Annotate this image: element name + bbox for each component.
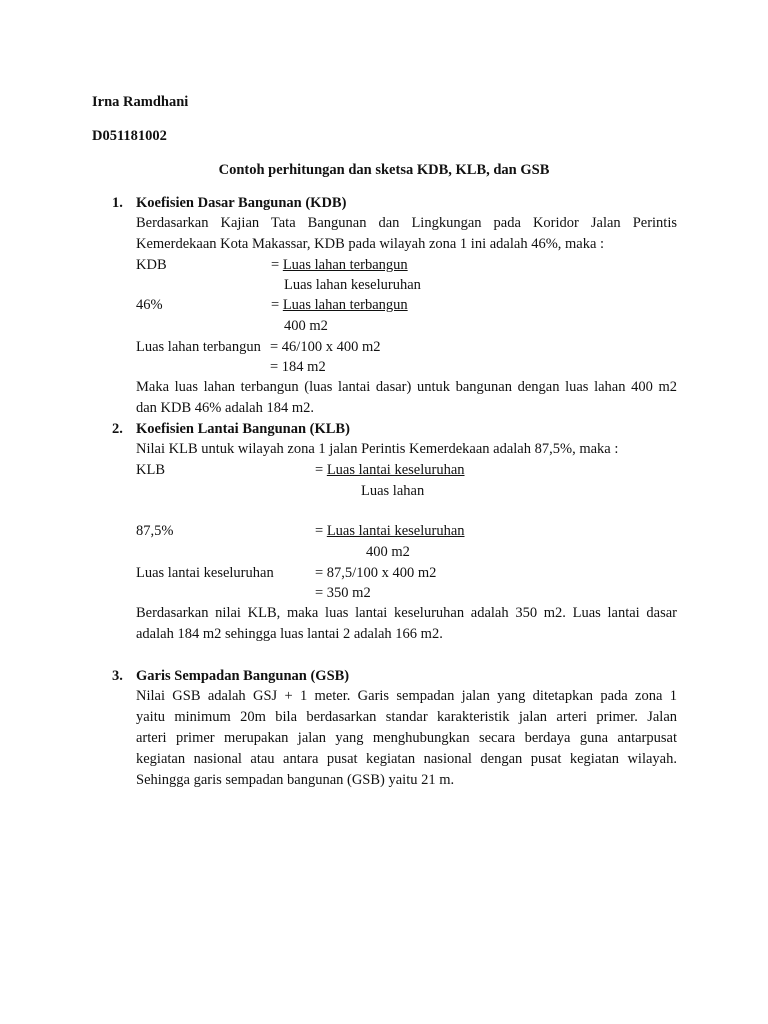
- paragraph-line: Berdasarkan nilai KLB, maka luas lantai keseluruhan adalah 350 m2. Luas lantai dasar: [136, 605, 677, 621]
- equals-sign: =: [271, 297, 283, 313]
- calc-label: KDB: [136, 257, 167, 273]
- calc-result: = 184 m2: [270, 359, 326, 375]
- paragraph-line: arteri primer merupakan jalan yang menghubungkan secara berdaya guna antarpusat: [136, 730, 677, 746]
- paragraph-line: kegiatan nasional atau antara pusat kegiatan nasional dengan pusat kegiatan wilayah.: [136, 751, 677, 767]
- equals-sign: =: [315, 523, 327, 539]
- section-number: 1.: [112, 195, 123, 211]
- fraction-denominator: Luas lahan: [361, 483, 425, 499]
- paragraph-line: adalah 184 m2 sehingga luas lantai 2 adalah 166 m2.: [136, 626, 443, 642]
- document-title: Contoh perhitungan dan sketsa KDB, KLB, dan GSB: [218, 162, 550, 178]
- fraction-numerator: Luas lantai keseluruhan: [326, 523, 465, 539]
- section-number: 3.: [112, 668, 123, 684]
- paragraph-line: Nilai GSB adalah GSJ + 1 meter. Garis sempadan jalan yang ditetapkan pada zona 1: [136, 688, 677, 704]
- calc-label: 87,5%: [136, 523, 174, 539]
- paragraph-line: Berdasarkan Kajian Tata Bangunan dan Lingkungan pada Koridor Jalan Perintis: [136, 215, 677, 231]
- student-id: D051181002: [92, 128, 167, 144]
- calc-equation: [271, 295, 408, 315]
- paragraph-line: Maka luas lahan terbangun (luas lantai dasar) untuk bangunan dengan luas lahan 400 m2: [136, 379, 677, 395]
- calc-label: KLB: [136, 462, 165, 478]
- calc-label: 46%: [136, 297, 163, 313]
- author-name: Irna Ramdhani: [92, 94, 189, 110]
- paragraph-line: Nilai KLB untuk wilayah zona 1 jalan Perintis Kemerdekaan adalah 87,5%, maka :: [136, 441, 619, 457]
- calc-equation: [271, 255, 408, 275]
- calc-result: = 350 m2: [315, 585, 371, 601]
- fraction-denominator: Luas lahan keseluruhan: [284, 277, 421, 293]
- paragraph-line: Kemerdekaan Kota Makassar, KDB pada wilayah zona 1 ini adalah 46%, maka :: [136, 236, 605, 252]
- paragraph-line: yaitu minimum 20m bila berdasarkan standar karakteristik jalan arteri primer. Jalan: [136, 709, 677, 725]
- paragraph-line: Sehingga garis sempadan bangunan (GSB) yaitu 21 m.: [136, 772, 455, 788]
- section-heading: Koefisien Lantai Bangunan (KLB): [136, 421, 350, 437]
- equals-sign: =: [271, 257, 283, 273]
- fraction-denominator: 400 m2: [366, 544, 410, 560]
- section-number: 2.: [112, 421, 123, 437]
- fraction-numerator: Luas lantai keseluruhan: [326, 462, 465, 478]
- calc-equation: [315, 460, 465, 480]
- fraction-denominator: 400 m2: [284, 318, 328, 334]
- calc-label: Luas lahan terbangun: [136, 339, 261, 355]
- section-heading: Garis Sempadan Bangunan (GSB): [136, 668, 350, 684]
- calc-result: = 87,5/100 x 400 m2: [315, 565, 437, 581]
- calc-result: = 46/100 x 400 m2: [270, 339, 381, 355]
- fraction-numerator: Luas lahan terbangun: [282, 297, 408, 313]
- section-heading: Koefisien Dasar Bangunan (KDB): [136, 195, 347, 211]
- calc-equation: [315, 521, 465, 541]
- equals-sign: =: [315, 462, 327, 478]
- fraction-numerator: Luas lahan terbangun: [282, 257, 408, 273]
- paragraph-line: dan KDB 46% adalah 184 m2.: [136, 400, 314, 416]
- calc-label: Luas lantai keseluruhan: [136, 565, 274, 581]
